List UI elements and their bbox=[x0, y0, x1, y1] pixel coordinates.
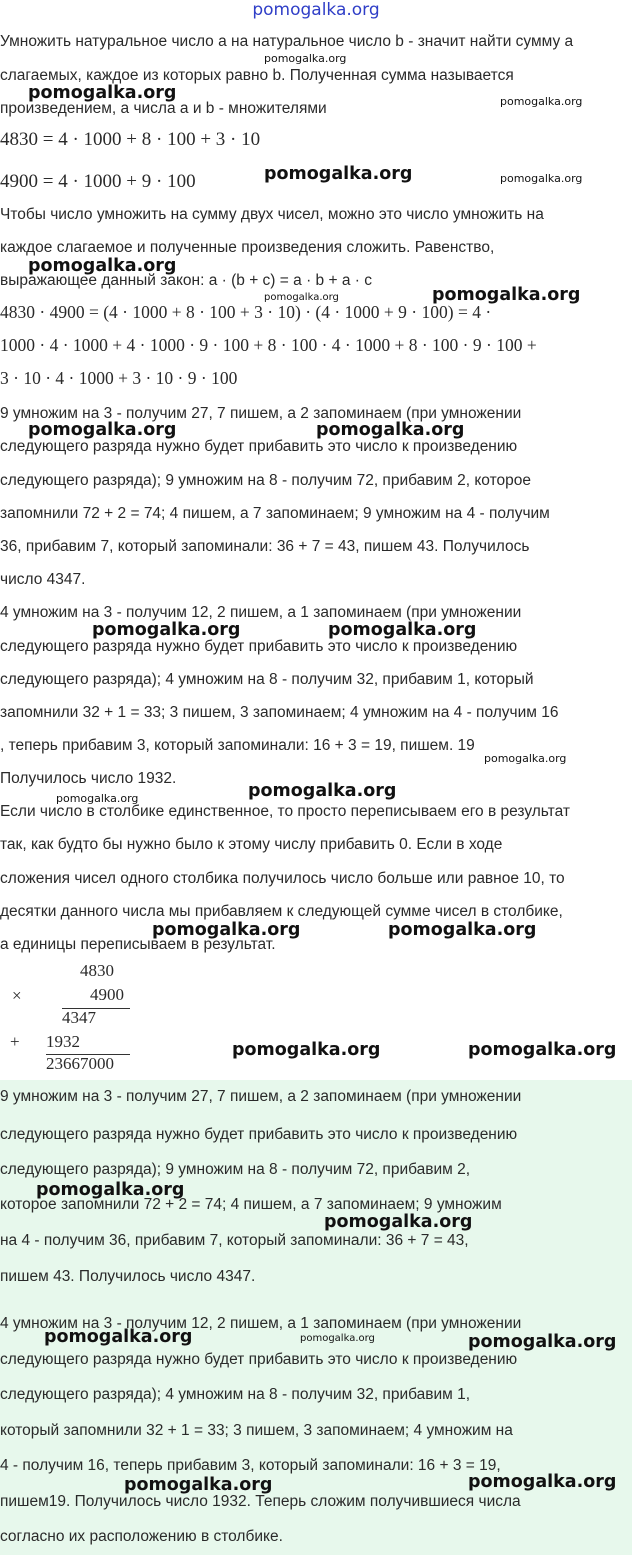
text-line: запомнили 72 + 2 = 74; 4 пишем, а 7 запоминаем; 9 умножим на 4 - получим bbox=[0, 505, 550, 522]
text-line: следующего разряда нужно будет прибавить это число к произведению bbox=[0, 1351, 518, 1368]
text-line: Получилось число 1932. bbox=[0, 770, 177, 787]
text-line: число 4347. bbox=[0, 571, 86, 588]
text-line: следующего разряда); 9 умножим на 8 - получим 72, прибавим 2, которое bbox=[0, 472, 531, 489]
watermark: pomogalka.org bbox=[328, 620, 477, 640]
formula: 3 · 10 · 4 · 1000 + 3 · 10 · 9 · 100 bbox=[0, 368, 238, 388]
watermark: pomogalka.org bbox=[468, 1332, 617, 1352]
text-line: следующего разряда нужно будет прибавить это число к произведению bbox=[0, 438, 518, 455]
watermark: pomogalka.org bbox=[468, 1472, 617, 1492]
text-line: запомнили 32 + 1 = 33; 3 пишем, 3 запоминаем; 4 умножим на 4 - получим 16 bbox=[0, 704, 559, 721]
watermark: pomogalka.org bbox=[28, 83, 177, 103]
watermark: pomogalka.org bbox=[44, 1327, 193, 1347]
watermark: pomogalka.org bbox=[28, 420, 177, 440]
text-line: так, как будто бы нужно было к этому числу прибавить 0. Если в ходе bbox=[0, 836, 503, 853]
multiplier: 4900 bbox=[90, 985, 124, 1004]
times-sign: × bbox=[12, 986, 22, 1005]
text-line: следующего разряда); 4 умножим на 8 - получим 32, прибавим 1, bbox=[0, 1386, 471, 1403]
formula: 4900 = 4 · 1000 + 9 · 100 bbox=[0, 171, 196, 192]
watermark: pomogalka.org bbox=[324, 1212, 473, 1232]
text-line: слагаемых, каждое из которых равно b. Полученная сумма называется bbox=[0, 67, 514, 84]
watermark: pomogalka.org bbox=[56, 792, 139, 805]
watermark: pomogalka.org bbox=[500, 172, 583, 185]
watermark: pomogalka.org bbox=[484, 752, 567, 765]
watermark: pomogalka.org bbox=[264, 164, 413, 184]
text-line: которое запомнили 72 + 2 = 74; 4 пишем, а 7 запоминаем; 9 умножим bbox=[0, 1196, 502, 1213]
watermark: pomogalka.org bbox=[124, 1475, 273, 1495]
partial-product-2: 1932 bbox=[46, 1032, 80, 1051]
watermark: pomogalka.org bbox=[388, 920, 537, 940]
text-line: сложения чисел одного столбика получилось число больше или равное 10, то bbox=[0, 870, 565, 887]
watermark: pomogalka.org bbox=[500, 95, 583, 108]
text-line: согласно их расположению в столбике. bbox=[0, 1528, 283, 1545]
text-line: 9 умножим на 3 - получим 27, 7 пишем, а 2 запоминаем (при умножении bbox=[0, 1088, 522, 1105]
watermark: pomogalka.org bbox=[36, 1180, 185, 1200]
watermark: pomogalka.org bbox=[264, 292, 339, 303]
plus-sign: + bbox=[10, 1032, 20, 1051]
watermark: pomogalka.org bbox=[152, 920, 301, 940]
text-line: 36, прибавим 7, который запоминали: 36 + 7 = 43, пишем 43. Получилось bbox=[0, 538, 530, 555]
site-header[interactable]: pomogalka.org bbox=[252, 0, 380, 20]
watermark: pomogalka.org bbox=[28, 256, 177, 276]
watermark: pomogalka.org bbox=[232, 1040, 381, 1060]
watermark: pomogalka.org bbox=[316, 420, 465, 440]
watermark: pomogalka.org bbox=[300, 1333, 375, 1344]
watermark: pomogalka.org bbox=[92, 620, 241, 640]
multiplicand: 4830 bbox=[80, 961, 114, 980]
text-line: на 4 - получим 36, прибавим 7, который запоминали: 36 + 7 = 43, bbox=[0, 1232, 469, 1249]
text-line: 4 - получим 16, теперь прибавим 3, который запоминали: 16 + 3 = 19, bbox=[0, 1457, 501, 1474]
text-line: следующего разряда нужно будет прибавить это число к произведению bbox=[0, 638, 518, 655]
text-line: Умножить натуральное число a на натуральное число b - значит найти сумму a bbox=[0, 33, 574, 50]
text-line: , теперь прибавим 3, который запоминали: 16 + 3 = 19, пишем. 19 bbox=[0, 737, 475, 754]
text-line: Если число в столбике единственное, то просто переписываем его в результат bbox=[0, 803, 570, 820]
text-line: выражающее данный закон: a · (b + c) = a · b + a · c bbox=[0, 272, 372, 289]
watermark: pomogalka.org bbox=[264, 52, 347, 65]
watermark: pomogalka.org bbox=[432, 285, 581, 305]
text-line: следующего разряда); 4 умножим на 8 - получим 32, прибавим 1, который bbox=[0, 671, 534, 688]
partial-product-1: 4347 bbox=[62, 1008, 96, 1027]
text-line: Чтобы число умножить на сумму двух чисел, можно это число умножить на bbox=[0, 206, 544, 223]
formula: 1000 · 4 · 1000 + 4 · 1000 · 9 · 100 + 8 · 100 · 4 · 1000 + 8 · 100 · 9 · 100 + bbox=[0, 335, 537, 355]
text-line: 4 умножим на 3 - получим 12, 2 пишем, а 1 запоминаем (при умножении bbox=[0, 604, 522, 621]
formula: 4830 = 4 · 1000 + 8 · 100 + 3 · 10 bbox=[0, 129, 261, 150]
watermark: pomogalka.org bbox=[248, 781, 397, 801]
text-line: а единицы переписываем в результат. bbox=[0, 936, 276, 953]
text-line: произведением, а числа a и b - множителями bbox=[0, 100, 327, 117]
text-line: пишем 43. Получилось число 4347. bbox=[0, 1268, 256, 1285]
text-line: следующего разряда нужно будет прибавить это число к произведению bbox=[0, 1126, 518, 1143]
text-line: 4 умножим на 3 - получим 12, 2 пишем, а 1 запоминаем (при умножении bbox=[0, 1315, 522, 1332]
text-line: следующего разряда); 9 умножим на 8 - получим 72, прибавим 2, bbox=[0, 1161, 471, 1178]
text-line: пишем19. Получилось число 1932. Теперь сложим получившиеся числа bbox=[0, 1493, 521, 1510]
text-line: 9 умножим на 3 - получим 27, 7 пишем, а 2 запоминаем (при умножении bbox=[0, 405, 522, 422]
text-line: десятки данного числа мы прибавляем к следующей сумме чисел в столбике, bbox=[0, 903, 563, 920]
text-line: который запомнили 32 + 1 = 33; 3 пишем, 3 запоминаем; 4 умножим на bbox=[0, 1422, 513, 1439]
result: 23667000 bbox=[46, 1054, 114, 1073]
text-line: каждое слагаемое и полученные произведения сложить. Равенство, bbox=[0, 239, 495, 256]
formula: 4830 · 4900 = (4 · 1000 + 8 · 100 + 3 · 10) · (4 · 1000 + 9 · 100) = 4 · bbox=[0, 302, 492, 322]
watermark: pomogalka.org bbox=[468, 1040, 617, 1060]
